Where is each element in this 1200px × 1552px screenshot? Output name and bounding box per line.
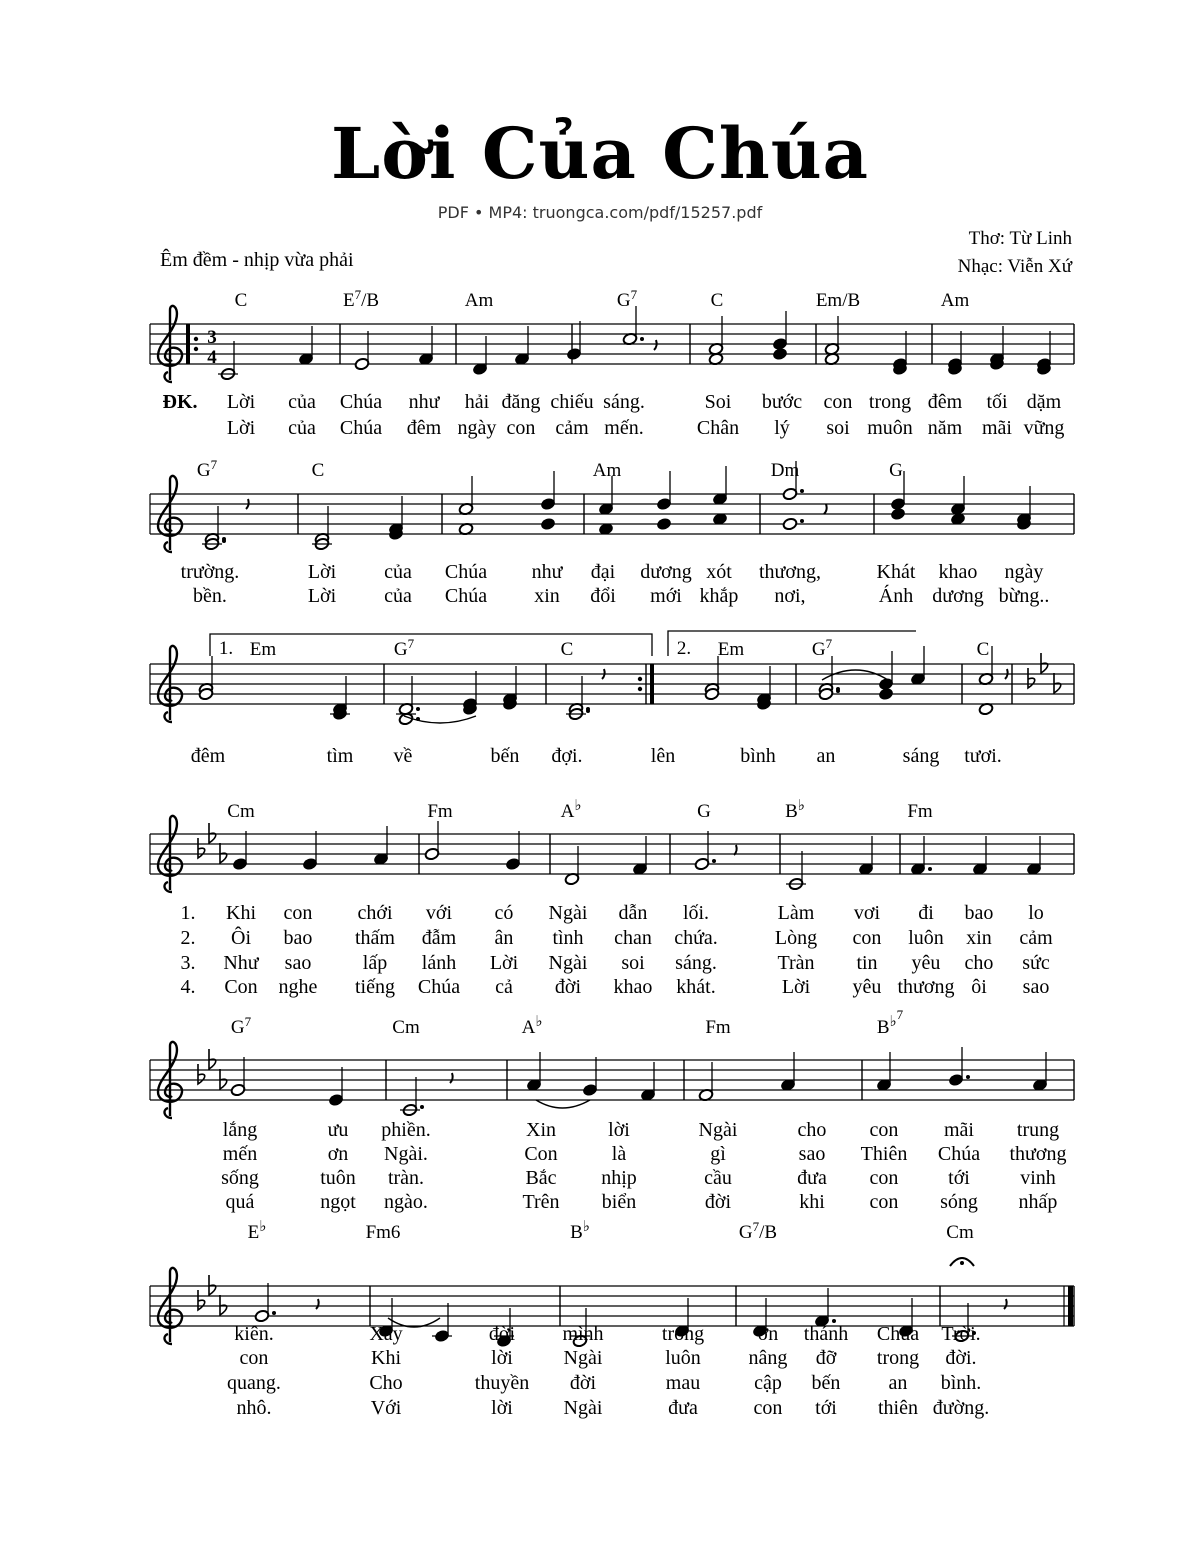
lyric-syllable: Con: [524, 1143, 558, 1165]
lyric-syllable: lắng: [222, 1119, 258, 1141]
ending-1-label: 1.: [218, 638, 234, 659]
lyric-syllable: lời: [608, 1119, 630, 1141]
lyric-syllable: hải: [464, 391, 490, 413]
flat-sign-icon: [1041, 653, 1048, 673]
lyric-syllable: con: [869, 1167, 899, 1189]
lyric-syllable: Chúa: [417, 976, 461, 998]
source-link[interactable]: PDF • MP4: truongca.com/pdf/15257.pdf: [437, 203, 763, 222]
chord-symbol: Fm6: [365, 1222, 401, 1243]
lyric-syllable: cập: [754, 1372, 782, 1394]
chord-symbol: $E^7/B$: [342, 287, 380, 311]
lyric-syllable: lấp: [362, 952, 388, 974]
lyric-syllable: đời: [554, 976, 582, 998]
lyric-syllable: tuôn: [320, 1167, 356, 1189]
chord-symbol: Dm: [770, 460, 800, 481]
lyric-syllable: Tràn: [777, 952, 815, 974]
dot: [640, 337, 644, 341]
flat-sign-icon: [220, 1069, 227, 1089]
composer-credit: Nhạc: Viễn Xứ: [957, 256, 1072, 277]
lyric-syllable: là: [611, 1143, 627, 1165]
lyric-syllable: khao: [938, 561, 978, 583]
lyric-syllable: thánh: [803, 1323, 849, 1345]
lyric-syllable: dương: [932, 585, 984, 607]
lyric-syllable: đưa: [797, 1167, 827, 1189]
lyric-syllable: lời: [491, 1397, 513, 1419]
lyric-syllable: ngày: [457, 417, 497, 439]
lyric-syllable: Lời: [226, 417, 256, 439]
verse-number: 1.: [180, 902, 196, 924]
lyric-syllable: Ôi: [231, 927, 251, 949]
dot: [928, 867, 932, 871]
lyric-syllable: Chúa: [339, 417, 383, 439]
note-head: [540, 517, 555, 530]
chord-symbol: Em/B: [815, 290, 861, 311]
time-signature-top: 3: [207, 327, 217, 348]
lyric-syllable: Lời: [489, 952, 519, 974]
lyric-syllable: của: [288, 391, 316, 413]
chord-symbol: Fm: [705, 1017, 731, 1038]
lyric-syllable: Lời: [307, 585, 337, 607]
lyric-syllable: ôi: [971, 976, 987, 998]
lyric-syllable: về: [393, 745, 413, 767]
lyric-syllable: bến: [490, 745, 520, 767]
lyric-syllable: an: [888, 1372, 908, 1394]
lyric-syllable: đời: [569, 1372, 597, 1394]
lyric-syllable: gì: [710, 1143, 726, 1165]
flat-sign-icon: [209, 1275, 216, 1295]
lyric-syllable: cho: [797, 1119, 827, 1141]
verse-number: 3.: [180, 952, 196, 974]
chord-symbol: Am: [940, 290, 970, 311]
lyric-syllable: nâng: [748, 1347, 788, 1369]
flat-sign-icon: [220, 843, 227, 863]
lyric-syllable: bình: [740, 745, 776, 767]
lyric-syllable: khát.: [676, 976, 716, 998]
lyric-syllable: Ngài.: [384, 1143, 428, 1165]
lyric-syllable: con: [869, 1119, 899, 1141]
lyric-syllable: như: [408, 391, 440, 413]
lyric-syllable: lời: [491, 1347, 513, 1369]
lyric-syllable: dặm: [1026, 391, 1062, 413]
lyric-syllable: có: [494, 902, 514, 924]
flat-sign-icon: [1054, 673, 1061, 693]
ending-2-label: 2.: [676, 638, 692, 659]
lyric-syllable: Lời: [307, 561, 337, 583]
note-head: [890, 507, 905, 520]
lyric-syllable: mau: [665, 1372, 701, 1394]
lyric-syllable: lý: [774, 417, 790, 439]
lyric-syllable: trung: [1016, 1119, 1060, 1141]
flat-sign-icon: [198, 838, 205, 858]
flat-sign-icon: [198, 1064, 205, 1084]
lyric-syllable: tới: [948, 1167, 970, 1189]
chord-symbol: $G^7/B$: [738, 1219, 778, 1243]
lyric-syllable: Với: [370, 1397, 402, 1419]
lyric-syllable: Xin: [526, 1119, 556, 1141]
lyric-syllable: trong: [876, 1347, 920, 1369]
repeat-barline: [650, 664, 654, 704]
lyric-syllable: ân: [494, 927, 514, 949]
lyric-syllable: luôn: [665, 1347, 701, 1369]
chord-symbol: C: [710, 290, 724, 311]
lyric-syllable: đêm: [927, 391, 963, 413]
lyric-syllable: con: [283, 902, 313, 924]
lyric-syllable: khao: [613, 976, 653, 998]
chord-symbol: B♭: [570, 1219, 590, 1243]
dot: [712, 859, 716, 863]
dot: [586, 709, 590, 713]
lyric-syllable: nhô.: [236, 1397, 272, 1419]
dot: [420, 1105, 424, 1109]
lyric-syllable: nơi,: [774, 585, 806, 607]
lyric-syllable: Lời: [226, 391, 256, 413]
lyric-syllable: sống: [221, 1167, 259, 1189]
lyric-syllable: ưu: [327, 1119, 349, 1141]
lyric-syllable: chới: [357, 902, 393, 924]
lyric-syllable: mến: [222, 1143, 258, 1165]
lyric-syllable: trường.: [180, 561, 240, 583]
chord-symbol: C: [560, 639, 574, 660]
lyric-syllable: Làm: [777, 902, 815, 924]
lyric-syllable: mới: [650, 585, 682, 607]
lyric-syllable: Chúa: [444, 561, 488, 583]
lyric-syllable: Trời.: [941, 1323, 981, 1345]
lyric-syllable: nhấp: [1018, 1191, 1058, 1213]
lyric-syllable: thương,: [759, 561, 821, 583]
repeat-dot: [638, 687, 642, 691]
lyric-syllable: lo: [1028, 902, 1044, 924]
lyric-syllable: tối: [986, 391, 1008, 413]
note-head: [772, 347, 787, 360]
lyric-syllable: Lời: [781, 976, 811, 998]
lyric-syllable: Ngài: [563, 1347, 603, 1369]
chord-symbol: Fm: [907, 801, 933, 822]
lyric-syllable: vinh: [1020, 1167, 1056, 1189]
lyric-syllable: đêm: [406, 417, 442, 439]
chord-symbol: A♭: [560, 798, 582, 822]
lyric-syllable: ngọt: [320, 1191, 356, 1213]
lyric-syllable: tình: [552, 927, 584, 949]
breath-mark: [1004, 1299, 1007, 1309]
chord-symbol: $G^7$: [230, 1014, 252, 1038]
lyric-syllable: tìm: [326, 745, 354, 767]
lyric-syllable: sức: [1022, 952, 1050, 974]
lyric-syllable: tươi.: [964, 745, 1002, 767]
lyric-syllable: an: [816, 745, 836, 767]
tie: [404, 716, 476, 723]
lyric-syllable: dẫn: [618, 902, 648, 924]
chord-symbol: C: [234, 290, 248, 311]
flat-sign-icon: [1028, 668, 1035, 688]
lyric-syllable: sáng.: [603, 391, 645, 413]
lyric-syllable: Trên: [522, 1191, 560, 1213]
chord-symbol: E♭: [247, 1219, 267, 1243]
lyric-syllable: Xây: [369, 1323, 403, 1345]
note-head: [782, 517, 797, 530]
breath-mark: [654, 340, 657, 350]
lyric-syllable: ơn: [757, 1323, 779, 1345]
lyric-syllable: thấm: [355, 927, 395, 949]
lyric-syllable: khi: [799, 1191, 825, 1213]
chord-symbol: $G^7$: [811, 636, 833, 660]
lyric-syllable: Ngài: [548, 952, 588, 974]
verse-number: 4.: [180, 976, 196, 998]
lyric-syllable: lánh: [421, 952, 457, 974]
lyric-syllable: của: [384, 561, 412, 583]
lyric-syllable: Con: [224, 976, 258, 998]
lyric-syllable: tiếng: [355, 976, 395, 998]
lyric-syllable: ngày: [1004, 561, 1044, 583]
chord-symbol: C: [311, 460, 325, 481]
lyric-syllable: chan: [614, 927, 652, 949]
lyric-syllable: trong: [661, 1323, 705, 1345]
repeat-barline: [186, 324, 190, 364]
repeat-dot: [638, 677, 642, 681]
dot: [800, 519, 804, 523]
lyric-syllable: đời: [488, 1323, 516, 1345]
lyric-syllable: đêm: [190, 745, 226, 767]
lyric-syllable: Chúa: [937, 1143, 981, 1165]
tempo-marking: Êm đềm - nhịp vừa phải: [160, 249, 354, 271]
lyric-syllable: Ngài: [698, 1119, 738, 1141]
chord-symbol: B♭: [785, 798, 805, 822]
lyric-syllable: bao: [283, 927, 313, 949]
lyric-syllable: chiếu: [550, 391, 594, 413]
lyric-syllable: thương: [1009, 1143, 1067, 1165]
poet-credit: Thơ: Từ Linh: [968, 228, 1072, 249]
lyric-syllable: Khi: [226, 902, 256, 924]
lyric-syllable: biển: [601, 1191, 637, 1213]
lyric-syllable: Chúa: [444, 585, 488, 607]
lyric-syllable: sao: [1022, 976, 1050, 998]
lyric-syllable: Khi: [371, 1347, 401, 1369]
time-signature-bottom: 4: [207, 347, 217, 368]
lyric-syllable: xin: [534, 585, 560, 607]
lyric-syllable: quá: [225, 1191, 255, 1213]
lyric-syllable: đại: [590, 561, 616, 583]
lyric-syllable: kiên.: [234, 1323, 274, 1345]
lyric-syllable: năm: [927, 417, 963, 439]
note-head: [656, 517, 671, 530]
lyric-syllable: sáng: [902, 745, 940, 767]
lyric-syllable: Chúa: [876, 1323, 920, 1345]
lyric-syllable: cầu: [704, 1167, 732, 1189]
lyric-syllable: muôn: [867, 417, 913, 439]
lyric-syllable: mãi: [982, 417, 1012, 439]
note-head: [878, 687, 893, 700]
flat-sign-icon: [209, 1049, 216, 1069]
lyric-syllable: tràn.: [387, 1167, 425, 1189]
lyric-syllable: Ngài: [548, 902, 588, 924]
repeat-dot: [194, 347, 198, 351]
lyric-syllable: thiên: [878, 1397, 918, 1419]
chord-symbol: A♭: [521, 1014, 543, 1038]
flat-sign-icon: [209, 823, 216, 843]
lyric-syllable: ơn: [327, 1143, 349, 1165]
refrain-marker: ĐK.: [162, 391, 198, 413]
chord-symbol: Am: [464, 290, 494, 311]
lyric-syllable: cho: [964, 952, 994, 974]
lyric-syllable: Ánh: [878, 585, 914, 607]
lyric-syllable: bình.: [940, 1372, 982, 1394]
lyric-syllable: lên: [650, 745, 676, 767]
chord-symbol: $G^7$: [393, 636, 415, 660]
lyric-syllable: bao: [964, 902, 994, 924]
lyric-syllable: với: [425, 902, 453, 924]
lyric-syllable: Chúa: [339, 391, 383, 413]
chord-symbol: Em: [717, 639, 745, 660]
lyric-syllable: đời: [704, 1191, 732, 1213]
lyric-syllable: mình: [562, 1323, 604, 1345]
lyric-syllable: đỡ: [815, 1347, 837, 1369]
lyric-syllable: như: [531, 561, 563, 583]
breath-mark: [316, 1299, 319, 1309]
lyric-syllable: trong: [868, 391, 912, 413]
chord-symbol: $B^{♭7}$: [876, 1007, 904, 1038]
lyric-syllable: sao: [284, 952, 312, 974]
lyric-syllable: chứa.: [674, 927, 718, 949]
dot: [800, 489, 804, 493]
lyric-syllable: đổi: [590, 585, 616, 607]
dot: [836, 689, 840, 693]
song-title: Lời Của Chúa: [330, 112, 870, 195]
lyric-syllable: cảm: [555, 417, 589, 439]
lyric-syllable: dương: [640, 561, 692, 583]
dot: [416, 707, 420, 711]
chord-symbol: C: [976, 639, 990, 660]
lyric-syllable: Thiên: [860, 1143, 908, 1165]
lyric-syllable: con: [852, 927, 882, 949]
dot: [272, 1311, 276, 1315]
lyric-syllable: cảm: [1019, 927, 1053, 949]
chord-symbol: Cm: [227, 801, 255, 822]
chord-symbol: G: [889, 460, 903, 481]
lyric-syllable: mến.: [604, 417, 644, 439]
lyric-syllable: tin: [856, 952, 878, 974]
chord-symbol: Cm: [946, 1222, 974, 1243]
lyric-syllable: bước: [761, 391, 803, 413]
lyric-syllable: nhịp: [601, 1167, 637, 1189]
lyric-syllable: khắp: [699, 585, 739, 607]
final-bar-thick: [1068, 1286, 1073, 1326]
chord-symbol: Fm: [427, 801, 453, 822]
lyric-syllable: xin: [966, 927, 992, 949]
lyric-syllable: xót: [706, 561, 732, 583]
chord-symbol: Em: [249, 639, 277, 660]
lyric-syllable: đợi.: [551, 745, 583, 767]
lyric-syllable: Soi: [704, 391, 732, 413]
lyric-syllable: Bắc: [525, 1167, 557, 1189]
lyric-syllable: phiền.: [381, 1119, 431, 1141]
flat-sign-icon: [198, 1290, 205, 1310]
lyric-syllable: vững: [1023, 417, 1065, 439]
lyric-syllable: vơi: [853, 902, 881, 924]
verse-number: 2.: [180, 927, 196, 949]
lyric-syllable: cả: [495, 976, 513, 998]
lyric-syllable: Cho: [369, 1372, 403, 1394]
slur: [536, 1100, 590, 1108]
lyric-syllable: soi: [826, 417, 850, 439]
lyric-syllable: Khát: [876, 561, 916, 583]
breath-mark: [450, 1073, 453, 1083]
lyric-syllable: đi: [918, 902, 934, 924]
lyric-syllable: con: [239, 1347, 269, 1369]
fermata-dot: [960, 1261, 964, 1265]
repeat-dot: [194, 337, 198, 341]
volta-bracket-1: [210, 634, 652, 656]
lyric-syllable: bền.: [193, 585, 227, 607]
lyric-syllable: quang.: [227, 1372, 281, 1394]
lyric-syllable: đẫm: [421, 927, 457, 949]
lyric-syllable: Ngài: [563, 1397, 603, 1419]
lyric-syllable: sáng.: [675, 952, 717, 974]
lyric-syllable: yêu: [852, 976, 882, 998]
lyric-syllable: Chân: [696, 417, 740, 439]
lyric-syllable: đời.: [945, 1347, 977, 1369]
chord-symbol: G: [697, 801, 711, 822]
chord-symbol: Cm: [392, 1017, 420, 1038]
lyric-syllable: nghe: [278, 976, 318, 998]
lyric-syllable: con: [869, 1191, 899, 1213]
breath-mark: [824, 504, 827, 514]
lyric-syllable: Như: [223, 952, 259, 974]
lyric-syllable: ngào.: [384, 1191, 428, 1213]
lyric-syllable: soi: [621, 952, 645, 974]
dot: [966, 1075, 970, 1079]
flat-sign-icon: [220, 1295, 227, 1315]
chord-symbol: $G^7$: [616, 287, 638, 311]
lyric-syllable: Lòng: [774, 927, 818, 949]
lyric-syllable: sóng: [940, 1191, 978, 1213]
lyric-syllable: con: [823, 391, 853, 413]
lyric-syllable: bừng..: [998, 585, 1050, 607]
breath-mark: [734, 845, 737, 855]
lyric-syllable: yêu: [911, 952, 941, 974]
chord-symbol: Am: [592, 460, 622, 481]
volta-bracket-2: [668, 631, 916, 656]
lyric-syllable: của: [288, 417, 316, 439]
lyric-syllable: thương: [897, 976, 955, 998]
lyric-syllable: đường.: [932, 1397, 990, 1419]
lyric-syllable: tới: [815, 1397, 837, 1419]
lyric-syllable: lối.: [682, 902, 710, 924]
lyric-syllable: thuyền: [474, 1372, 530, 1394]
lyric-syllable: luôn: [908, 927, 944, 949]
chord-symbol: $G^7$: [196, 457, 218, 481]
lyric-syllable: con: [753, 1397, 783, 1419]
lyric-syllable: sao: [798, 1143, 826, 1165]
lyric-syllable: con: [506, 417, 536, 439]
dot: [222, 539, 226, 543]
lyric-syllable: đưa: [668, 1397, 698, 1419]
lyric-syllable: mãi: [944, 1119, 974, 1141]
lyric-syllable: đăng: [501, 391, 541, 413]
lyric-syllable: của: [384, 585, 412, 607]
lyric-syllable: bến: [811, 1372, 841, 1394]
